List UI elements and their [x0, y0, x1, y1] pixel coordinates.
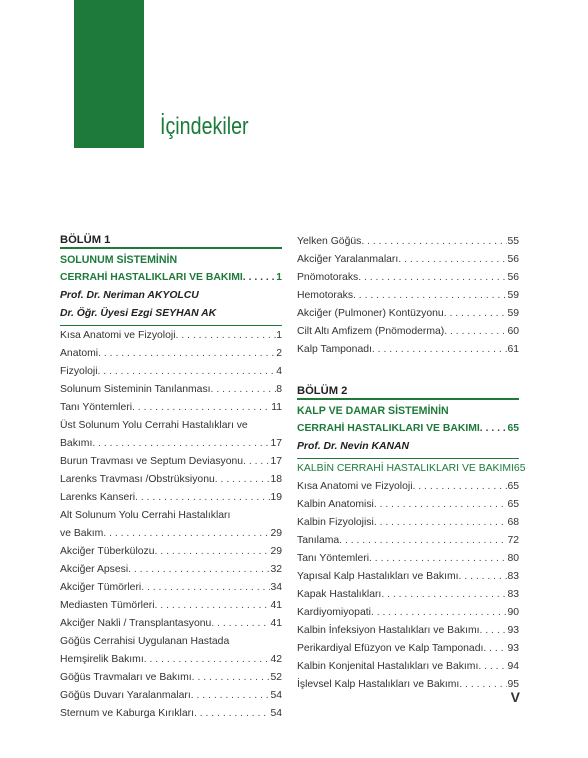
toc-entry-leader [192, 669, 271, 687]
toc-entry-leader [459, 676, 507, 694]
toc-entry-label: Larenks Kanseri [60, 492, 136, 503]
toc-entry-leader [176, 327, 277, 345]
toc-entry-label: Tanı Yöntemleri [60, 402, 133, 413]
chapter1-heading: BÖLÜM 1 [60, 234, 111, 246]
chapter2-entries [297, 478, 519, 694]
toc-entry-page: 41 [270, 618, 282, 629]
chapter2-heading: BÖLÜM 2 [297, 385, 348, 397]
chapter1-entries [60, 327, 282, 723]
toc-entry-page: 55 [507, 236, 519, 247]
toc-entry-leader [413, 478, 508, 496]
toc-entry-label: Üst Solunum Yolu Cerrahi Hastalıkları ve [60, 420, 248, 431]
toc-entry-label: Akciğer Yaralanmaları [297, 254, 399, 265]
toc-entry-page: 61 [507, 344, 519, 355]
toc-entry-label: Yelken Göğüs [297, 236, 362, 247]
toc-entry-label: Anatomi [60, 348, 99, 359]
toc-entry-page: 17 [270, 438, 282, 449]
toc-entry[interactable] [60, 363, 282, 381]
toc-entry[interactable] [297, 478, 519, 496]
toc-entry-label: Sternum ve Kaburga Kırıkları [60, 708, 194, 719]
toc-entry-page: 41 [270, 600, 282, 611]
toc-entry-leader [194, 705, 270, 723]
toc-entry-page: 52 [270, 672, 282, 683]
toc-entry-leader [211, 615, 270, 633]
toc-entry-page: 29 [270, 546, 282, 557]
toc-entry-page: 65 [507, 481, 519, 492]
toc-entry[interactable] [60, 633, 282, 651]
toc-entry-label: Akciğer Apsesi [60, 564, 129, 575]
toc-entry[interactable] [60, 597, 282, 615]
toc-entry-label: Akciğer Tümörleri [60, 582, 142, 593]
toc-entry-leader [374, 496, 508, 514]
chapter1-author2: Dr. Öğr. Üyesi Ezgi SEYHAN AK [60, 308, 217, 319]
toc-entry-page: 34 [270, 582, 282, 593]
toc-entry-label: Kısa Anatomi ve Fizyoloji [60, 330, 176, 341]
toc-entry-page: 59 [507, 290, 519, 301]
toc-entry-leader [369, 550, 507, 568]
toc-entry-leader [135, 489, 270, 507]
toc-entry[interactable] [297, 323, 519, 341]
toc-entry[interactable] [60, 525, 282, 543]
toc-entry-leader [155, 597, 271, 615]
toc-entry-leader [459, 568, 508, 586]
toc-entry[interactable] [297, 658, 519, 676]
page-title: İçindekiler [160, 113, 249, 140]
toc-entry-leader [141, 579, 270, 597]
toc-entry[interactable] [297, 676, 519, 694]
toc-entry-page: 42 [270, 654, 282, 665]
toc-entry[interactable] [60, 615, 282, 633]
toc-entry-label: Yapısal Kalp Hastalıkları ve Bakımı [297, 571, 459, 582]
toc-entry[interactable] [297, 604, 519, 622]
toc-entry-leader [374, 514, 508, 532]
chapter2-author1: Prof. Dr. Nevin KANAN [297, 441, 410, 452]
toc-entry-leader [155, 543, 271, 561]
toc-entry-page: 54 [270, 690, 282, 701]
toc-entry-label: Larenks Travması /Obstrüksiyonu [60, 474, 215, 485]
chapter2-subsection[interactable]: KALBİN CERRAHİ HASTALIKLARI VE BAKIMI 65 [297, 463, 526, 474]
toc-entry[interactable] [60, 327, 282, 345]
toc-entry-leader [444, 323, 507, 341]
toc-entry-page: 8 [276, 384, 282, 395]
toc-entry-leader [444, 305, 508, 323]
toc-entry[interactable] [297, 341, 519, 359]
chapter1-rule [60, 247, 282, 249]
toc-entry-leader [353, 287, 507, 305]
toc-entry-page: 68 [507, 517, 519, 528]
toc-entry[interactable] [297, 305, 519, 323]
toc-entry[interactable] [60, 507, 282, 525]
toc-entry-label: Cilt Altı Amfizem (Pnömoderma) [297, 326, 445, 337]
page-number: V [510, 689, 520, 705]
toc-entry-label: Göğüs Travmaları ve Bakımı [60, 672, 192, 683]
toc-entry-page: 1 [276, 330, 282, 341]
toc-entry-page: 90 [507, 607, 519, 618]
toc-entry-page: 72 [507, 535, 519, 546]
chapter1-sub-rule [60, 325, 282, 326]
toc-entry-page: 29 [270, 528, 282, 539]
toc-entry-leader [191, 687, 271, 705]
toc-entry-label: Tanılama [297, 535, 340, 546]
toc-entry[interactable] [60, 471, 282, 489]
toc-entry-leader [215, 471, 271, 489]
chapter2-title-line1: KALP VE DAMAR SİSTEMİNİN [297, 405, 449, 417]
toc-entry-leader [144, 651, 271, 669]
toc-entry[interactable] [297, 622, 519, 640]
toc-entry[interactable] [297, 251, 519, 269]
toc-entry-leader [371, 604, 508, 622]
chapter1-author1: Prof. Dr. Neriman AKYOLCU [60, 290, 199, 301]
toc-entry-label: Akciğer Nakli / Transplantasyonu [60, 618, 212, 629]
toc-entry-label: Fizyoloji [60, 366, 98, 377]
toc-entry[interactable] [60, 399, 282, 417]
toc-entry[interactable] [297, 532, 519, 550]
toc-entry-page: 2 [276, 348, 282, 359]
toc-entry-label: İşlevsel Kalp Hastalıkları ve Bakımı [297, 679, 460, 690]
toc-entry-page: 18 [270, 474, 282, 485]
toc-entry-page: 60 [507, 326, 519, 337]
toc-entry[interactable] [60, 543, 282, 561]
toc-entry-leader [211, 381, 277, 399]
toc-entry-page: 56 [507, 254, 519, 265]
toc-left-column [60, 233, 282, 723]
toc-entry-leader [480, 622, 508, 640]
toc-entry-leader [243, 453, 270, 471]
toc-entry-label: Akciğer (Pulmoner) Kontüzyonu [297, 308, 444, 319]
toc-entry[interactable] [297, 640, 519, 658]
toc-entry[interactable] [60, 489, 282, 507]
toc-entry-label: Tanı Yöntemleri [297, 553, 370, 564]
toc-entry-page: 56 [507, 272, 519, 283]
toc-entry-page: 80 [507, 553, 519, 564]
toc-entry-page: 94 [507, 661, 519, 672]
toc-entry[interactable] [60, 345, 282, 363]
toc-entry[interactable] [297, 550, 519, 568]
toc-entry-label: Kalbin Anatomisi [297, 499, 374, 510]
toc-entry-page: 32 [270, 564, 282, 575]
toc-entry-label: Hemotoraks [297, 290, 354, 301]
toc-entry-label: Kalbin Konjenital Hastalıkları ve Bakımı [297, 661, 479, 672]
toc-right-column [297, 233, 526, 694]
chapter1-cont-entries [297, 233, 519, 359]
toc-entry-leader [128, 561, 270, 579]
toc-entry-label: Pnömotoraks [297, 272, 359, 283]
header-color-block [74, 0, 144, 148]
toc-entry-page: 54 [270, 708, 282, 719]
toc-entry-page: 17 [270, 456, 282, 467]
toc-entry[interactable] [60, 417, 282, 435]
toc-entry-page: 65 [507, 499, 519, 510]
toc-entry[interactable] [297, 568, 519, 586]
toc-entry-label: Hemşirelik Bakımı [60, 654, 144, 665]
toc-entry-page: 83 [507, 571, 519, 582]
toc-entry-label: Göğüs Duvarı Yaralanmaları [60, 690, 191, 701]
toc-entry-page: 93 [507, 643, 519, 654]
toc-entry-label: ve Bakım [60, 528, 104, 539]
toc-entry[interactable] [297, 586, 519, 604]
toc-entry-label: Kalp Tamponadı [297, 344, 372, 355]
toc-entry-label: Göğüs Cerrahisi Uygulanan Hastada [60, 636, 230, 647]
toc-entry-label: Kalbin Fizyolojisi [297, 517, 374, 528]
toc-entry-leader [92, 435, 270, 453]
toc-entry-page: 93 [507, 625, 519, 636]
toc-entry[interactable] [297, 269, 519, 287]
toc-entry[interactable] [297, 514, 519, 532]
chapter2-rule [297, 398, 519, 400]
toc-entry[interactable] [60, 579, 282, 597]
chapter1-title-line2[interactable]: CERRAHİ HASTALIKLARI VE BAKIMI . . . 1 [60, 269, 282, 287]
toc-entry-leader [358, 269, 507, 287]
toc-entry-leader [381, 586, 507, 604]
toc-entry-label: Kapak Hastalıkları [297, 589, 382, 600]
toc-entry-page: 95 [507, 679, 519, 690]
toc-entry-page: 83 [507, 589, 519, 600]
toc-entry[interactable] [60, 453, 282, 471]
toc-entry-label: Akciğer Tüberkülozu [60, 546, 155, 557]
toc-entry-label: Solunum Sisteminin Tanılanması [60, 384, 211, 395]
toc-entry-leader [478, 658, 507, 676]
toc-entry[interactable] [60, 561, 282, 579]
toc-entry-label: Burun Travması ve Septum Deviasyonu [60, 456, 244, 467]
toc-entry[interactable] [60, 705, 282, 723]
toc-entry-leader [483, 640, 507, 658]
toc-entry-page: 19 [270, 492, 282, 503]
toc-entry-page: 4 [276, 366, 282, 377]
toc-entry[interactable] [60, 651, 282, 669]
chapter2-title-line2[interactable]: CERRAHİ HASTALIKLARI VE BAKIMI . . . 65 [297, 420, 519, 438]
toc-entry[interactable] [60, 687, 282, 705]
toc-entry-leader [361, 233, 507, 251]
toc-entry-leader [98, 363, 277, 381]
toc-entry[interactable] [60, 435, 282, 453]
toc-entry-leader [98, 345, 276, 363]
toc-entry-label: Mediasten Tümörleri [60, 600, 155, 611]
toc-entry-leader [339, 532, 507, 550]
toc-entry-label: Kardiyomiyopati [297, 607, 371, 618]
toc-entry-label: Perikardiyal Efüzyon ve Kalp Tamponadı [297, 643, 484, 654]
toc-entry-leader [103, 525, 270, 543]
toc-entry[interactable] [60, 381, 282, 399]
toc-entry-leader [398, 251, 507, 269]
toc-entry-page: 59 [507, 308, 519, 319]
toc-entry-label: Kalbin İnfeksiyon Hastalıkları ve Bakımı [297, 625, 480, 636]
chapter1-title-line1: SOLUNUM SİSTEMİNİN [60, 254, 178, 266]
toc-entry[interactable] [60, 669, 282, 687]
toc-entry[interactable] [297, 287, 519, 305]
toc-entry-leader [372, 341, 508, 359]
toc-entry-label: Kısa Anatomi ve Fizyoloji [297, 481, 413, 492]
toc-entry[interactable] [297, 496, 519, 514]
toc-entry-leader [132, 399, 271, 417]
chapter2-sub-rule [297, 458, 519, 459]
toc-entry[interactable] [297, 233, 519, 251]
toc-entry-label: Alt Solunum Yolu Cerrahi Hastalıkları [60, 510, 231, 521]
toc-entry-page: 11 [271, 402, 282, 413]
toc-entry-label: Bakımı [60, 438, 93, 449]
